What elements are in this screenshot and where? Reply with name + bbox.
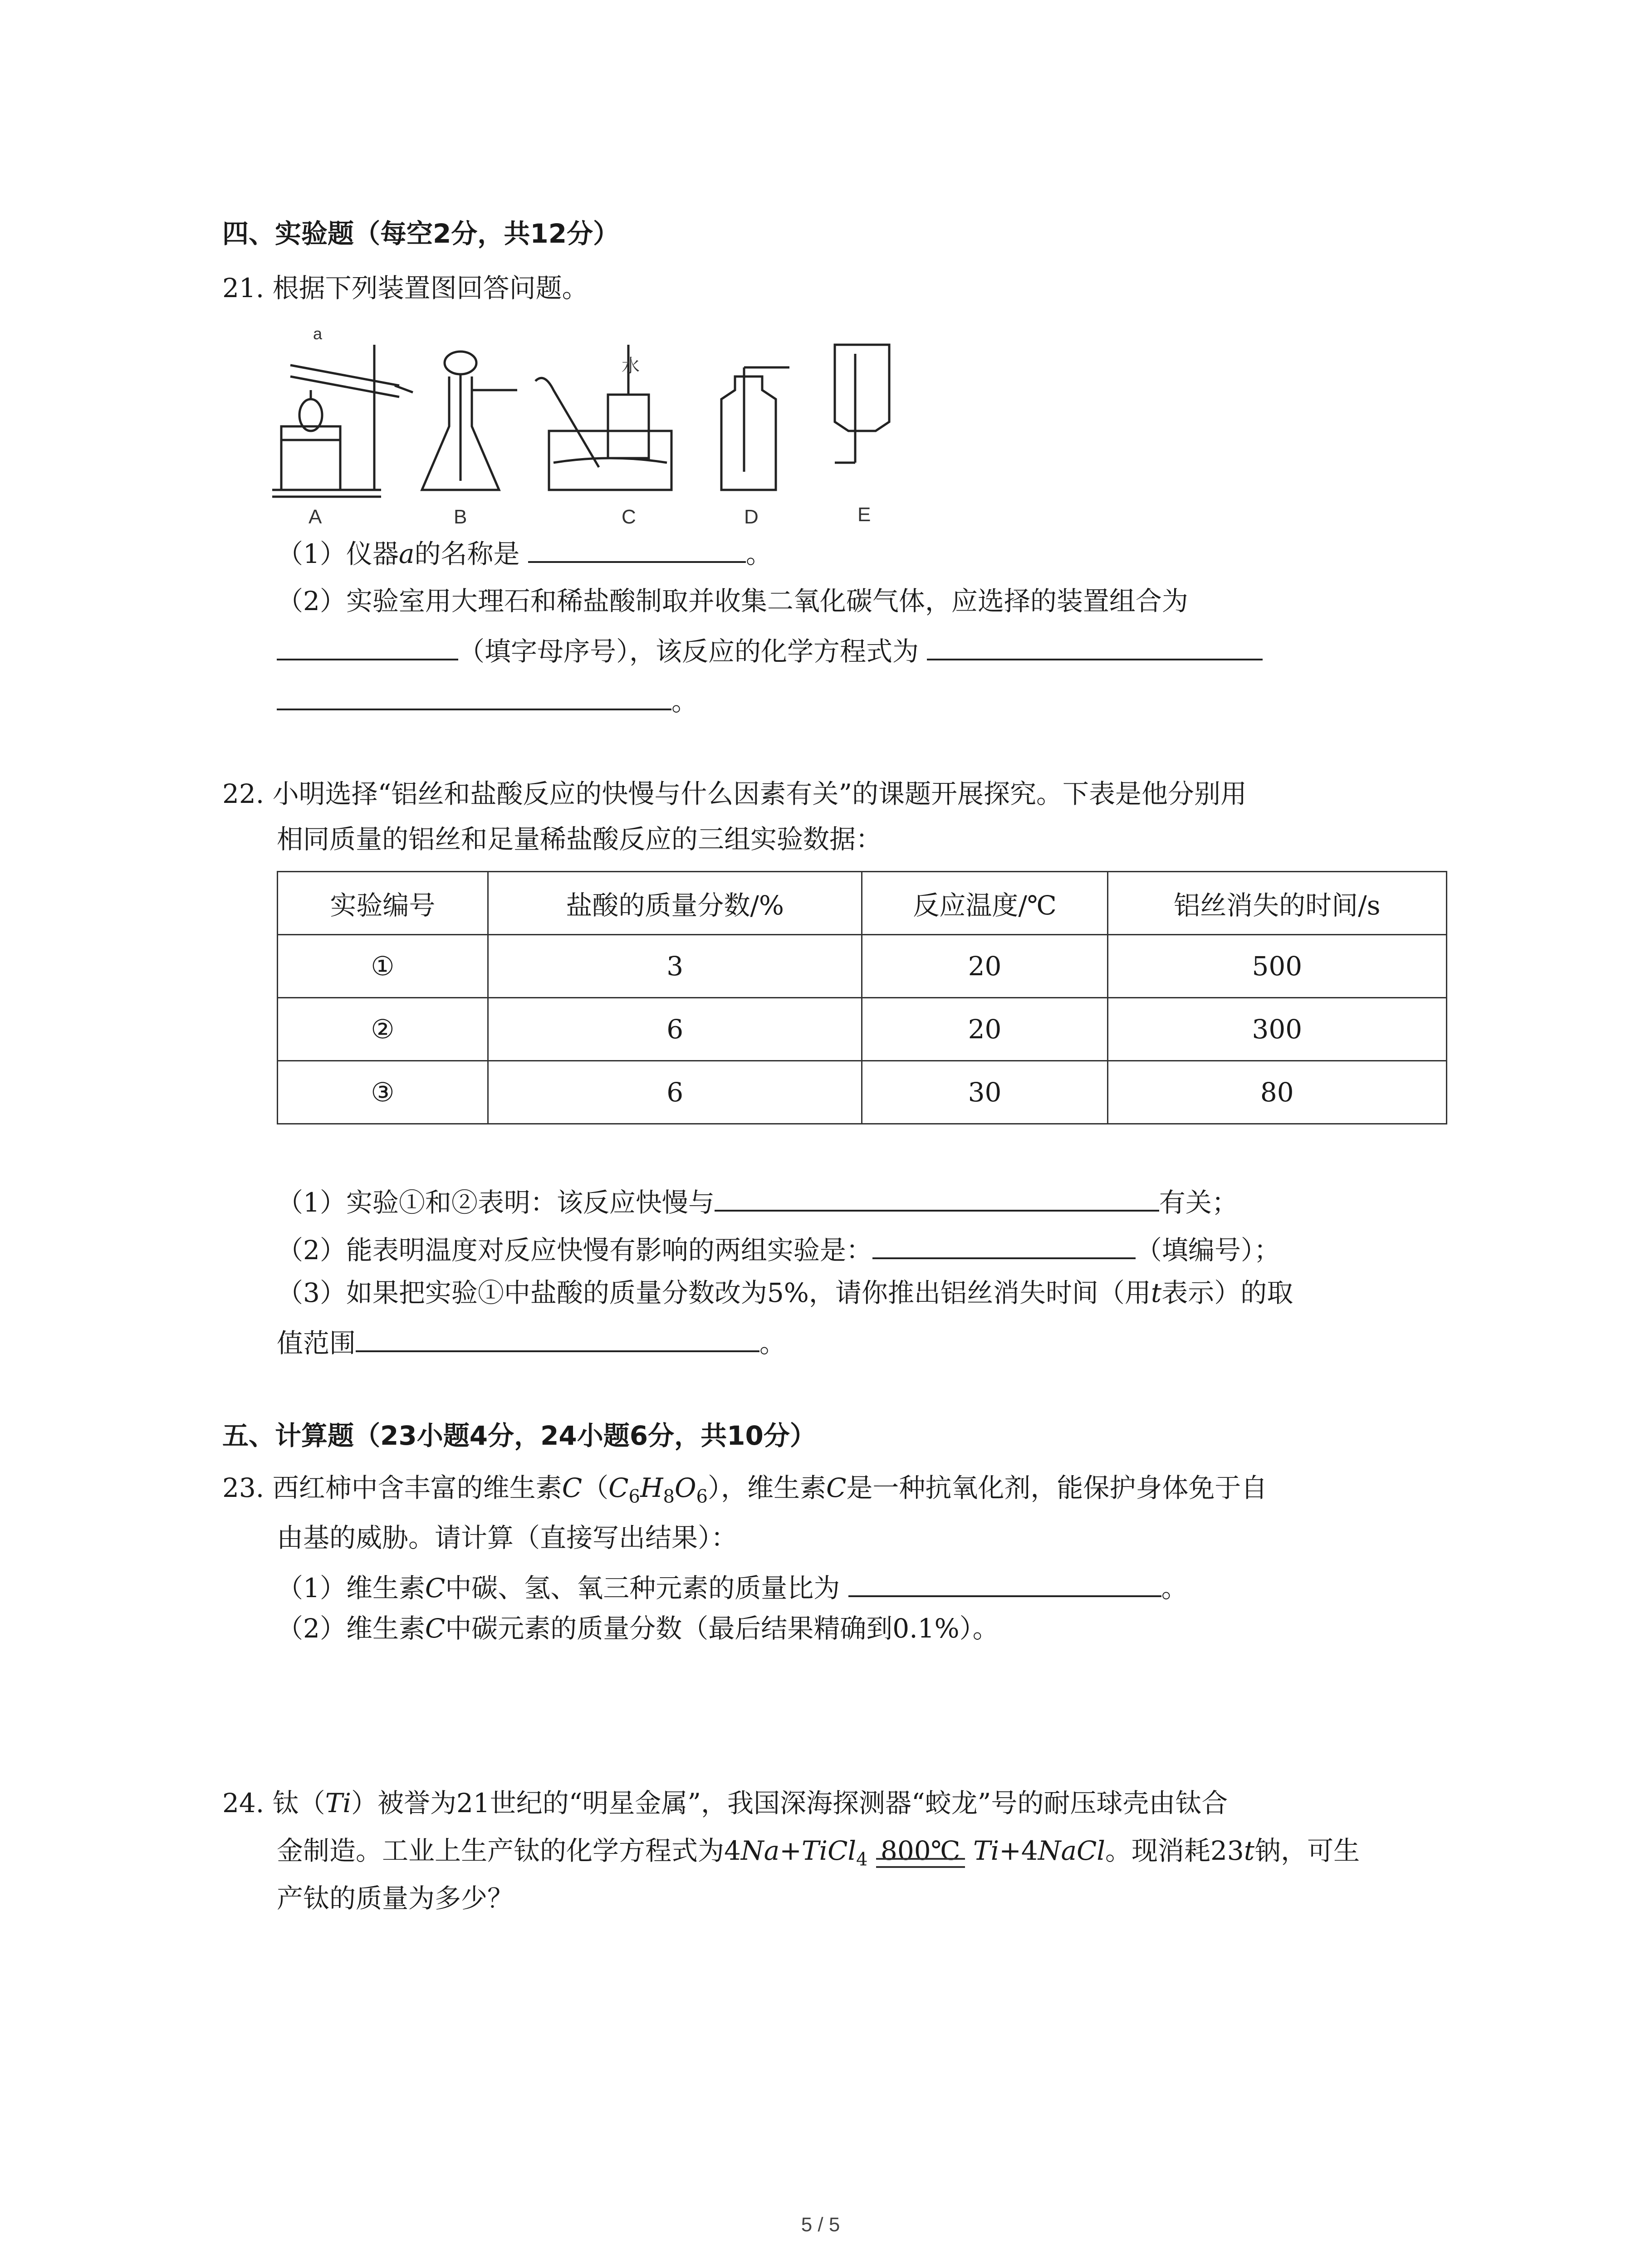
answer-blank[interactable] xyxy=(927,631,1263,660)
apparatus-diagram xyxy=(272,318,916,535)
table-cell: 80 xyxy=(1107,1061,1446,1124)
question-22-stem-2: 相同质量的铝丝和足量稀盐酸反应的三组实验数据： xyxy=(277,824,882,855)
table-cell: 6 xyxy=(488,1061,862,1124)
table-cell: ② xyxy=(278,998,488,1061)
answer-blank[interactable] xyxy=(872,1229,1136,1259)
table-row xyxy=(278,935,1447,998)
q21-part2-line1: （2）实验室用大理石和稀盐酸制取并收集二氧化碳气体，应选择的装置组合为 xyxy=(277,586,1188,616)
question-22-stem: 22. 小明选择“铝丝和盐酸反应的快慢与什么因素有关”的课题开展探究。下表是他分别用 xyxy=(222,778,1247,809)
table-row xyxy=(278,998,1447,1061)
answer-blank[interactable] xyxy=(715,1182,1159,1212)
page-number: 5 / 5 xyxy=(801,2214,840,2236)
label-d: D xyxy=(744,506,759,528)
label-a: A xyxy=(309,506,322,528)
table-cell: 300 xyxy=(1107,998,1446,1061)
table-header: 铝丝消失的时间/s xyxy=(1107,872,1446,935)
q22-part3-line1: （3）如果把实验①中盐酸的质量分数改为5%，请你推出铝丝消失时间（用t表示）的取 xyxy=(277,1277,1293,1308)
table-cell: 20 xyxy=(862,935,1107,998)
table-header: 实验编号 xyxy=(278,872,488,935)
answer-blank[interactable] xyxy=(356,1322,759,1352)
q21-part2-line3: 。 xyxy=(277,680,698,719)
label-e: E xyxy=(857,503,871,526)
q23-part1: （1）维生素C中碳、氢、氧三种元素的质量比为 。 xyxy=(277,1567,1188,1606)
question-23-stem-2: 由基的威胁。请计算（直接写出结果）： xyxy=(277,1522,738,1553)
question-24-line1: 24. 钛（Ti）被誉为21世纪的“明星金属”，我国深海探测器“蛟龙”号的耐压球壳由钛合 xyxy=(222,1788,1228,1818)
table-cell: 20 xyxy=(862,998,1107,1061)
q22-part1: （1）实验①和②表明：该反应快慢与 有关； xyxy=(277,1182,1238,1221)
table-cell: ③ xyxy=(278,1061,488,1124)
table-cell: 3 xyxy=(488,935,862,998)
answer-blank[interactable] xyxy=(528,533,746,563)
q22-part2: （2）能表明温度对反应快慢有影响的两组实验是： （填编号）； xyxy=(277,1229,1280,1268)
question-23-stem: 23. 西红柿中含丰富的维生素$C(C_6H_8O_6)$，维生素C是一种抗氧化剂，能保护身体免于自 xyxy=(222,1472,1268,1507)
table-header-row xyxy=(278,872,1447,935)
q21-part1: （1）仪器a的名称是 。 xyxy=(277,533,772,572)
q23-part2: （2）维生素C中碳元素的质量分数（最后结果精确到0.1%）。 xyxy=(277,1613,999,1644)
label-b: B xyxy=(454,506,467,528)
table-header: 盐酸的质量分数/% xyxy=(488,872,862,935)
label-small-a: a xyxy=(313,324,323,343)
table-cell: 500 xyxy=(1107,935,1446,998)
question-24-line2: 金制造。工业上生产钛的化学方程式为4Na+TiCl$_4$ 800℃ Ti+4NaCl。现消耗23t钠，可生 xyxy=(277,1833,1360,1878)
table-row xyxy=(278,1061,1447,1124)
answer-blank[interactable] xyxy=(277,631,458,660)
section-title-calculation: 五、计算题（23小题4分，24小题6分，共10分） xyxy=(222,1420,816,1451)
table-cell: 6 xyxy=(488,998,862,1061)
q21-part2-line2: （填字母序号），该反应的化学方程式为 xyxy=(277,631,1263,670)
answer-blank[interactable] xyxy=(848,1567,1161,1597)
label-c: C xyxy=(622,506,636,528)
question-24-line3: 产钛的质量为多少？ xyxy=(277,1883,514,1914)
table-cell: 30 xyxy=(862,1061,1107,1124)
label-water: 水 xyxy=(622,356,640,376)
table-cell: ① xyxy=(278,935,488,998)
q22-part3-line2: 值范围 。 xyxy=(277,1322,786,1361)
apparatus-drawing xyxy=(272,318,916,535)
experiment-data-table xyxy=(277,871,1447,1124)
question-21-stem: 21. 根据下列装置图回答问题。 xyxy=(222,273,588,303)
section-title-experiment: 四、实验题（每空2分，共12分） xyxy=(222,218,620,249)
table-header: 反应温度/℃ xyxy=(862,872,1107,935)
answer-blank[interactable] xyxy=(277,680,671,710)
reaction-condition: 800℃ xyxy=(876,1833,965,1869)
